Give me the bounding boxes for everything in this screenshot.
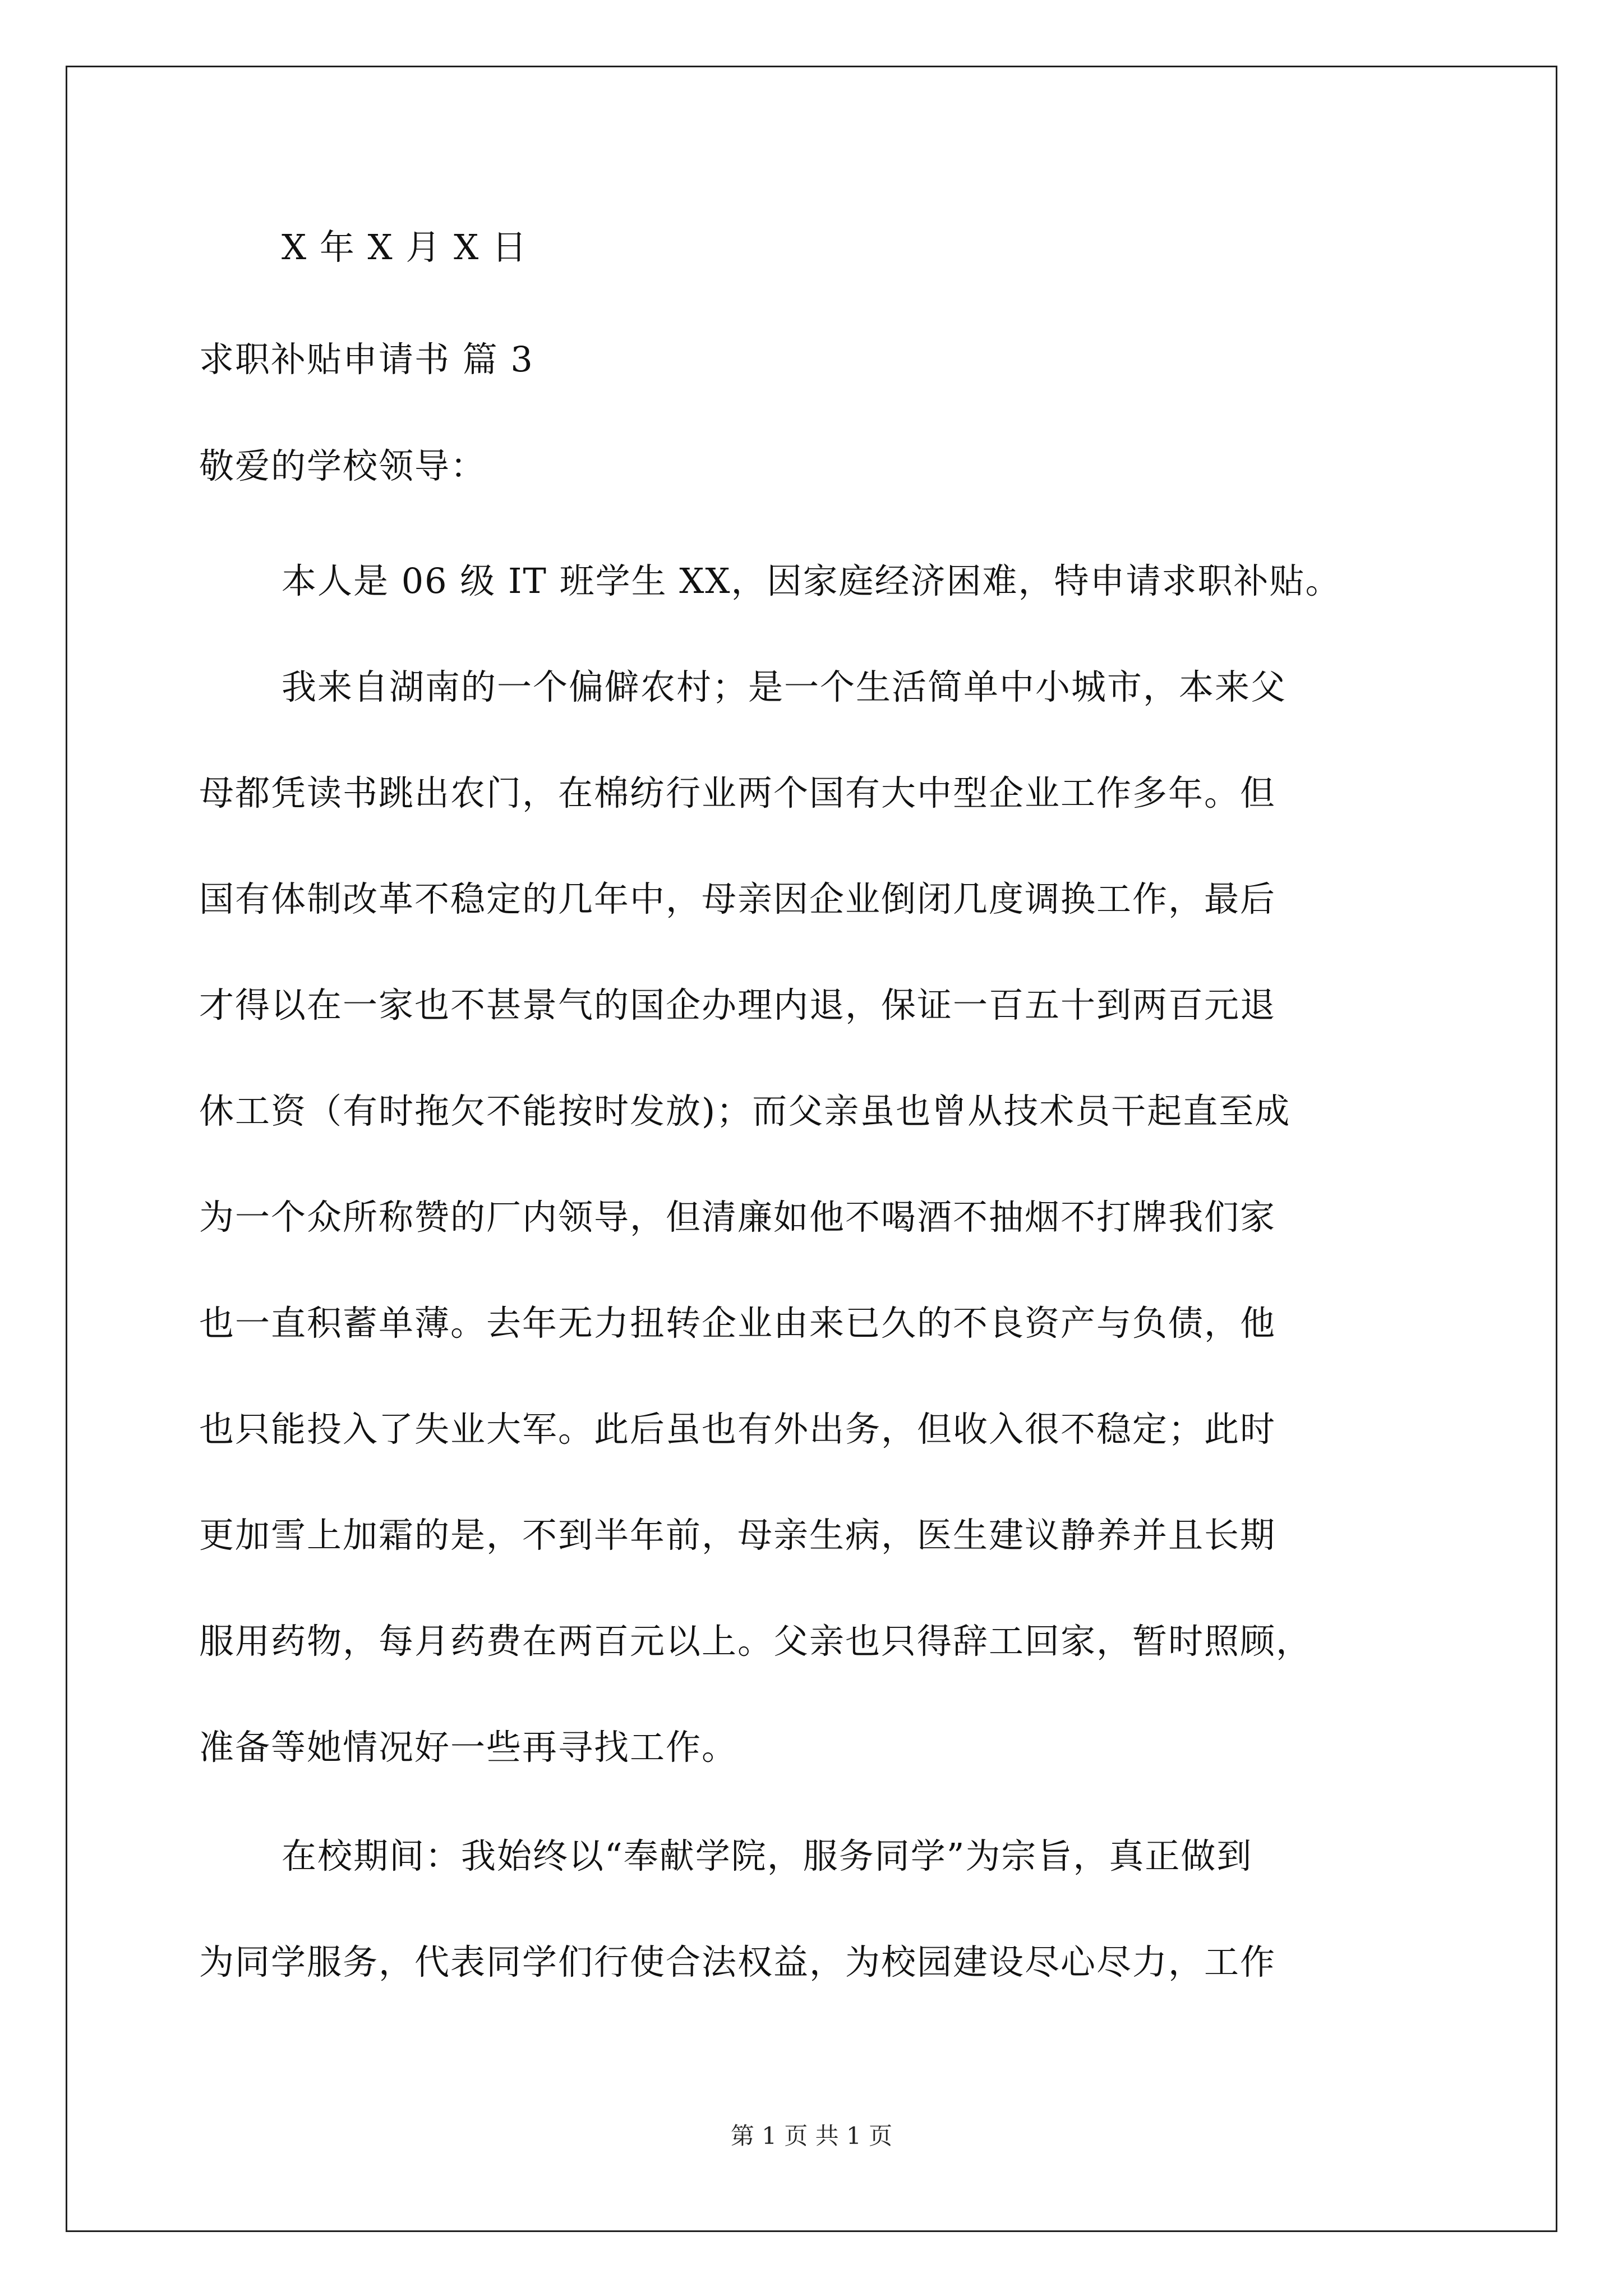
paragraph-2-line-4: 才得以在一家也不甚景气的国企办理内退，保证一百五十到两百元退 — [199, 984, 1276, 1025]
paragraph-2-line-1: 我来自湖南的一个偏僻农村；是一个生活简单中小城市，本来父 — [282, 666, 1287, 707]
paragraph-2-line-11: 准备等她情况好一些再寻找工作。 — [199, 1727, 738, 1768]
paragraph-3-line-1: 在校期间：我始终以“奉献学院，服务同学”为宗旨，真正做到 — [282, 1835, 1253, 1876]
page-footer: 第 1 页 共 1 页 — [730, 2122, 893, 2150]
paragraph-1-line-1: 本人是 06 级 IT 班学生 XX，因家庭经济困难，特申请求职补贴。 — [282, 560, 1341, 601]
salutation: 敬爱的学校领导： — [199, 445, 487, 486]
paragraph-2-line-8: 也只能投入了失业大军。此后虽也有外出务，但收入很不稳定；此时 — [199, 1409, 1276, 1450]
paragraph-2-line-9: 更加雪上加霜的是，不到半年前，母亲生病，医生建议静养并且长期 — [199, 1515, 1276, 1556]
paragraph-3-line-2: 为同学服务，代表同学们行使合法权益，为校园建设尽心尽力，工作 — [199, 1941, 1276, 1982]
paragraph-2-line-2: 母都凭读书跳出农门，在棉纺行业两个国有大中型企业工作多年。但 — [199, 772, 1276, 813]
document-heading: 求职补贴申请书 篇 3 — [199, 339, 534, 380]
paragraph-2-line-7: 也一直积蓄单薄。去年无力扭转企业由来已久的不良资产与负债，他 — [199, 1303, 1276, 1343]
paragraph-2-line-10: 服用药物，每月药费在两百元以上。父亲也只得辞工回家，暂时照顾， — [199, 1621, 1312, 1662]
paragraph-2-line-6: 为一个众所称赞的厂内领导，但清廉如他不喝酒不抽烟不打牌我们家 — [199, 1197, 1276, 1237]
date-line: X 年 X 月 X 日 — [282, 227, 528, 268]
paragraph-2-line-3: 国有体制改革不稳定的几年中，母亲因企业倒闭几度调换工作，最后 — [199, 878, 1276, 919]
page-border — [66, 66, 1557, 2232]
paragraph-2-line-5: 休工资（有时拖欠不能按时发放)；而父亲虽也曾从技术员干起直至成 — [199, 1091, 1291, 1131]
